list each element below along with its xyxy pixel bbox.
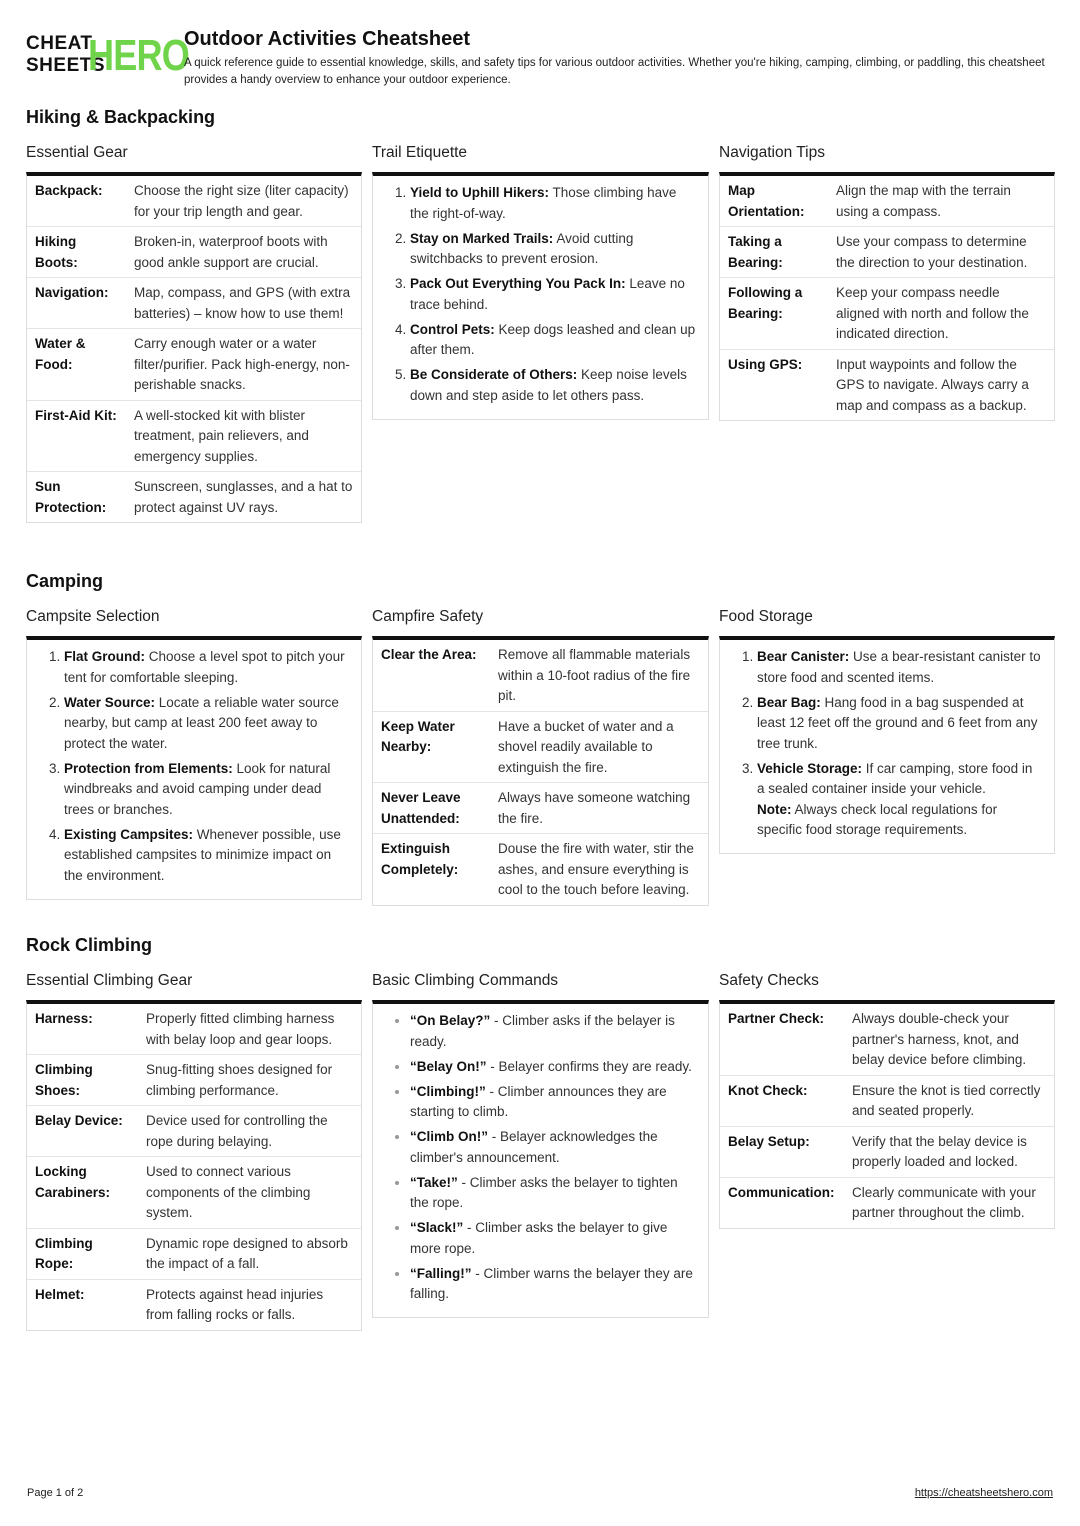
card-title: Essential Climbing Gear: [26, 972, 193, 989]
site-link[interactable]: https://cheatsheetshero.com: [914, 1487, 1053, 1499]
card-navigation-tips: [719, 143, 1055, 421]
list-item: 3. Pack Out Everything You Pack In: Leave no trace behind.: [410, 274, 696, 315]
card-safety-checks: [719, 971, 1055, 1229]
trail-etiquette-list: [373, 176, 708, 419]
card-trail-etiquette: [372, 143, 709, 420]
card-campsite-selection: [26, 607, 362, 900]
table-row: Extinguish Completely: Douse the fire with water, stir the ashes, and ensure everything is cool to the touch before leaving.: [381, 841, 694, 897]
table-row: Never Leave Unattended: Always have someone watching the fire.: [373, 783, 708, 834]
page-subtitle: A quick reference guide to essential knowledge, skills, and safety tips for various outdoor activities. Whether you're hiking, camping, climbing, or paddling, this cheatsheet provides a handy overview to enhance your outdoor experience.: [184, 57, 1045, 86]
card-title: Navigation Tips: [719, 144, 825, 161]
food-storage-list: [720, 640, 1054, 853]
section-title-camping: Camping: [26, 571, 104, 591]
table-row: Climbing Shoes: Snug-fitting shoes designed for climbing performance.: [27, 1055, 361, 1106]
card-title: Safety Checks: [719, 972, 819, 989]
card-essential-gear: [26, 143, 362, 523]
campfire-safety-table: [373, 640, 708, 905]
card-title: Basic Climbing Commands: [372, 972, 559, 989]
table-row: Following a Bearing: Keep your compass needle aligned with north and follow the indicated direction.: [720, 278, 1054, 350]
logo-hero: HERO: [88, 31, 189, 80]
list-item: 3. Vehicle Storage: If car camping, store food in a sealed container inside your vehicle. Note: Always check local regulations for specific food storage requirements.: [757, 759, 1042, 841]
list-item: 3. Protection from Elements: Look for natural windbreaks and avoid camping under dead trees or branches.: [64, 759, 349, 821]
card-campfire-safety: [372, 607, 709, 906]
table-row: Navigation: Map, compass, and GPS (with extra batteries) – know how to use them!: [27, 278, 361, 329]
page-title: Outdoor Activities Cheatsheet: [184, 28, 470, 50]
table-row: Taking a Bearing: Use your compass to determine the direction to your destination.: [720, 227, 1054, 278]
section-title-hiking: Hiking & Backpacking: [26, 107, 216, 127]
list-item: 2. Water Source: Locate a reliable water source nearby, but camp at least 200 feet away to protect the water.: [64, 693, 349, 755]
table-row: Knot Check: Ensure the knot is tied correctly and seated properly.: [720, 1075, 1054, 1126]
list-item: • “Slack!” - Climber asks the belayer to give more rope.: [410, 1218, 696, 1259]
table-row: Belay Device: Device used for controlling the rope during belaying.: [27, 1106, 361, 1157]
logo-line-1: CHEAT: [26, 33, 93, 54]
list-item: 1. Bear Canister: Use a bear-resistant canister to store food and scented items.: [757, 647, 1042, 688]
table-row: Locking Carabiners: Used to connect various components of the climbing system.: [27, 1157, 361, 1229]
list-item: 5. Be Considerate of Others: Keep noise levels down and step aside to let others pass.: [410, 365, 696, 406]
climbing-gear-table: [27, 1004, 361, 1330]
page-number: Page 1 of 2: [27, 1487, 84, 1499]
campsite-selection-list: [27, 640, 361, 899]
section-title-rock-climbing: Rock Climbing: [26, 935, 153, 955]
card-title: Essential Gear: [26, 144, 128, 161]
card-essential-climbing-gear: [26, 971, 362, 1331]
table-row: Water & Food: Carry enough water or a water filter/purifier. Pack high-energy, non-perishable snacks.: [27, 329, 361, 401]
list-item: • “Falling!” - Climber warns the belayer they are falling.: [410, 1264, 696, 1305]
card-title: Food Storage: [719, 608, 813, 625]
safety-checks-table: [720, 1004, 1054, 1228]
table-row: Keep Water Nearby: Have a bucket of water and a shovel readily available to extinguish the fire.: [373, 711, 708, 783]
list-item: 4. Control Pets: Keep dogs leashed and clean up after them.: [410, 320, 696, 361]
essential-gear-table: [27, 176, 361, 522]
table-row: Clear the Area: Remove all flammable materials within a 10-foot radius of the fire pit.: [373, 640, 708, 711]
list-item: 4. Existing Campsites: Whenever possible, use established campsites to minimize impact on the environment.: [64, 825, 349, 887]
table-row: Partner Check: Always double-check your partner's harness, knot, and belay device before climbing.: [720, 1004, 1054, 1075]
list-item: • “Take!” - Climber asks the belayer to tighten the rope.: [410, 1173, 696, 1214]
logo-line-2: SHEETS: [26, 55, 106, 76]
table-row: Map Orientation: Align the map with the terrain using a compass.: [720, 176, 1054, 227]
card-title: Campfire Safety: [372, 608, 484, 625]
card-title: Campsite Selection: [26, 608, 160, 625]
cheatsheetshero-logo[interactable]: [26, 31, 189, 80]
card-food-storage: [719, 607, 1055, 854]
list-item: • “Belay On!” - Belayer confirms they are ready.: [410, 1057, 696, 1078]
table-row: Helmet: Protects against head injuries from falling rocks or falls.: [35, 1286, 324, 1322]
table-row: Sun Protection: Sunscreen, sunglasses, and a hat to protect against UV rays.: [35, 479, 353, 515]
table-row: Harness: Properly fitted climbing harness with belay loop and gear loops.: [27, 1004, 361, 1055]
page-header: [26, 28, 1056, 90]
list-item: • “Climbing!” - Climber announces they are starting to climb.: [410, 1082, 696, 1123]
table-row: Climbing Rope: Dynamic rope designed to absorb the impact of a fall.: [27, 1228, 361, 1279]
list-item: • “On Belay?” - Climber asks if the belayer is ready.: [410, 1011, 696, 1052]
navigation-tips-table: [720, 176, 1054, 420]
list-item: • “Climb On!” - Belayer acknowledges the climber's announcement.: [410, 1127, 696, 1168]
table-row: First-Aid Kit: A well-stocked kit with blister treatment, pain relievers, and emergency supplies.: [27, 400, 361, 472]
list-item: 2. Bear Bag: Hang food in a bag suspended at least 12 feet off the ground and 6 feet from any tree trunk.: [757, 693, 1042, 755]
list-item: 2. Stay on Marked Trails: Avoid cutting switchbacks to prevent erosion.: [410, 229, 696, 270]
climbing-commands-list: [373, 1004, 708, 1317]
table-row: Communication: Clearly communicate with your partner throughout the climb.: [728, 1184, 1036, 1220]
card-basic-climbing-commands: [372, 971, 709, 1318]
list-item: 1. Yield to Uphill Hikers: Those climbing have the right-of-way.: [410, 183, 696, 224]
table-row: Belay Setup: Verify that the belay device is properly loaded and locked.: [720, 1126, 1054, 1177]
table-row: Hiking Boots: Broken-in, waterproof boots with good ankle support are crucial.: [27, 227, 361, 278]
table-row: Using GPS: Input waypoints and follow the GPS to navigate. Always carry a map and compass as a backup.: [728, 356, 1029, 413]
list-item: 1. Flat Ground: Choose a level spot to pitch your tent for comfortable sleeping.: [64, 647, 349, 688]
table-row: Backpack: Choose the right size (liter capacity) for your trip length and gear.: [27, 176, 361, 227]
card-title: Trail Etiquette: [372, 144, 468, 161]
